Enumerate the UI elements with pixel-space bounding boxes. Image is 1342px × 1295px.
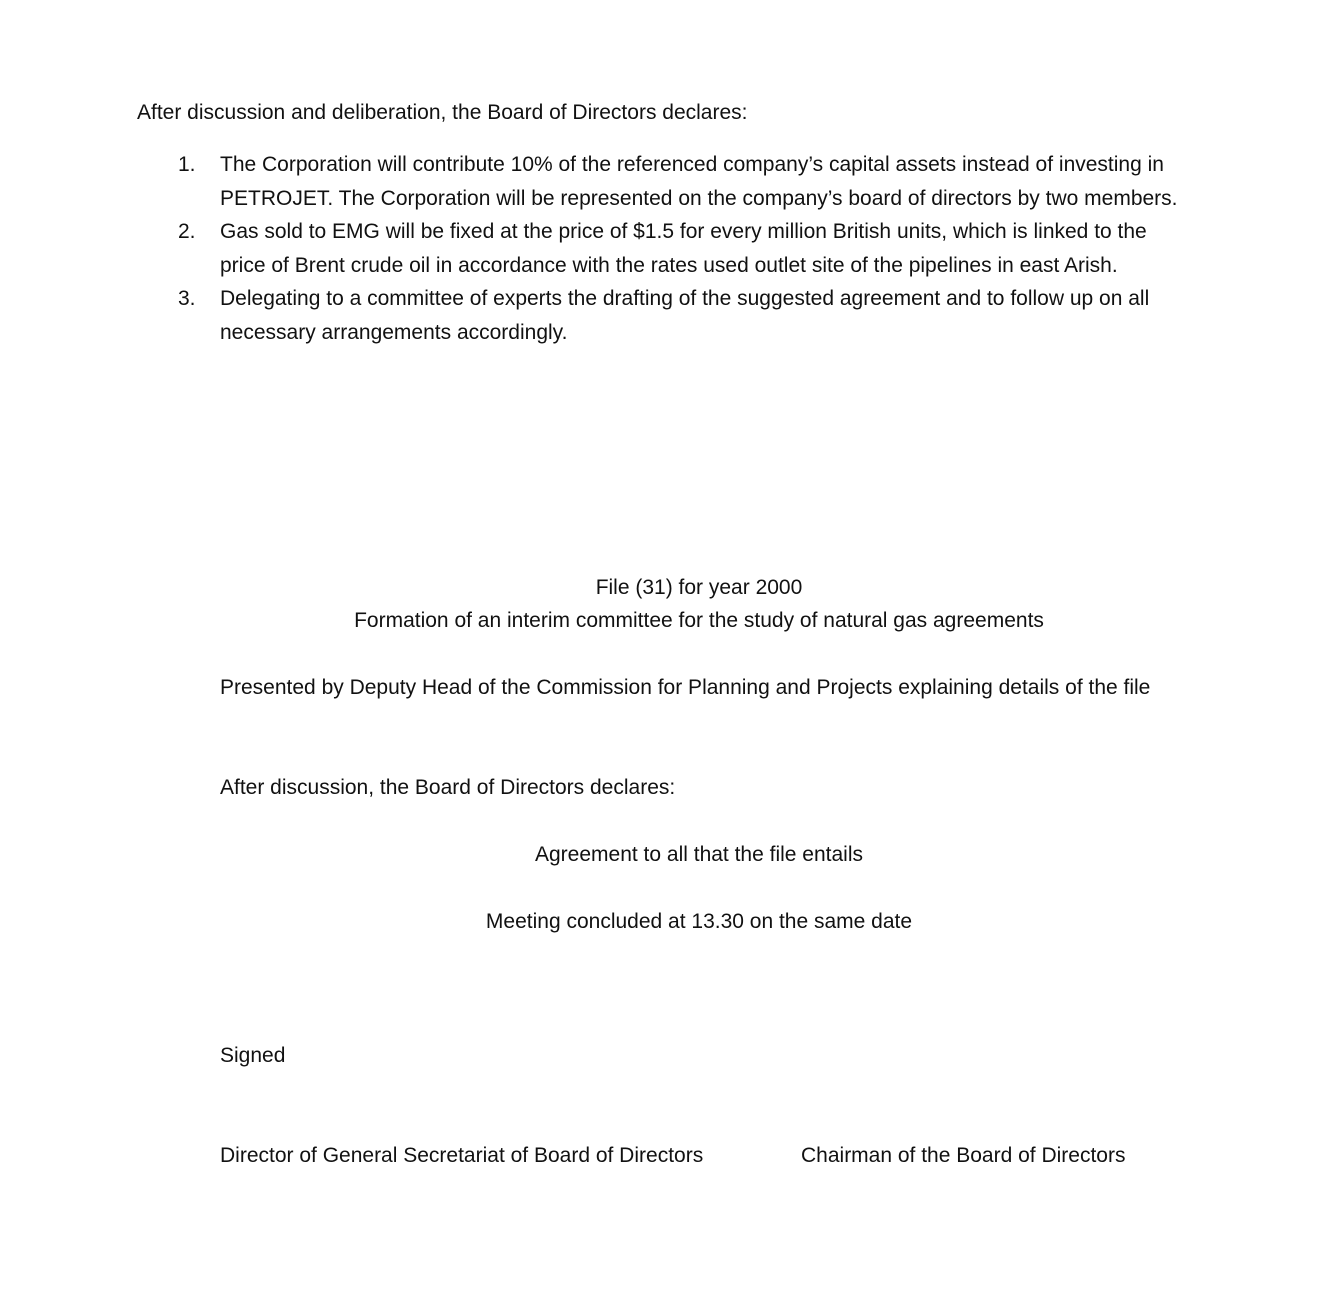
list-item-number: 2. [178,220,196,243]
list-item [178,215,1178,282]
list-item-number: 1. [178,153,196,176]
signed-label: Signed [220,1044,286,1067]
intro-paragraph: After discussion and deliberation, the Board of Directors declares: [137,101,748,124]
file-heading: File (31) for year 2000 [595,576,803,599]
presented-by-paragraph: Presented by Deputy Head of the Commission for Planning and Projects explaining details of the file [220,676,1151,699]
discussion-paragraph: After discussion, the Board of Directors declares: [220,776,676,799]
meeting-closing-text: Meeting concluded at 13.30 on the same date [485,910,913,933]
list-item-text: The Corporation will contribute 10% of the referenced company’s capital assets instead of investing in PETROJET. The Corporation will be represented on the company’s board of directors by two members. [220,153,1178,210]
decision-text: Agreement to all that the file entails [534,843,864,866]
file-subject: Formation of an interim committee for the study of natural gas agreements [354,609,1044,632]
signatory-chairman: Chairman of the Board of Directors [801,1144,1126,1167]
list-item-text: Gas sold to EMG will be fixed at the price of $1.5 for every million British units, which is linked to the price of Brent crude oil in accordance with the rates used outlet site of the pipelines in east Arish. [220,220,1147,277]
list-item [178,282,1178,349]
list-item [178,148,1178,215]
list-item-text: Delegating to a committee of experts the drafting of the suggested agreement and to follow up on all necessary arrangements accordingly. [220,287,1150,344]
signatory-secretariat-director: Director of General Secretariat of Board of Directors [220,1144,704,1167]
list-item-number: 3. [178,287,196,310]
resolutions-list [178,148,1178,349]
